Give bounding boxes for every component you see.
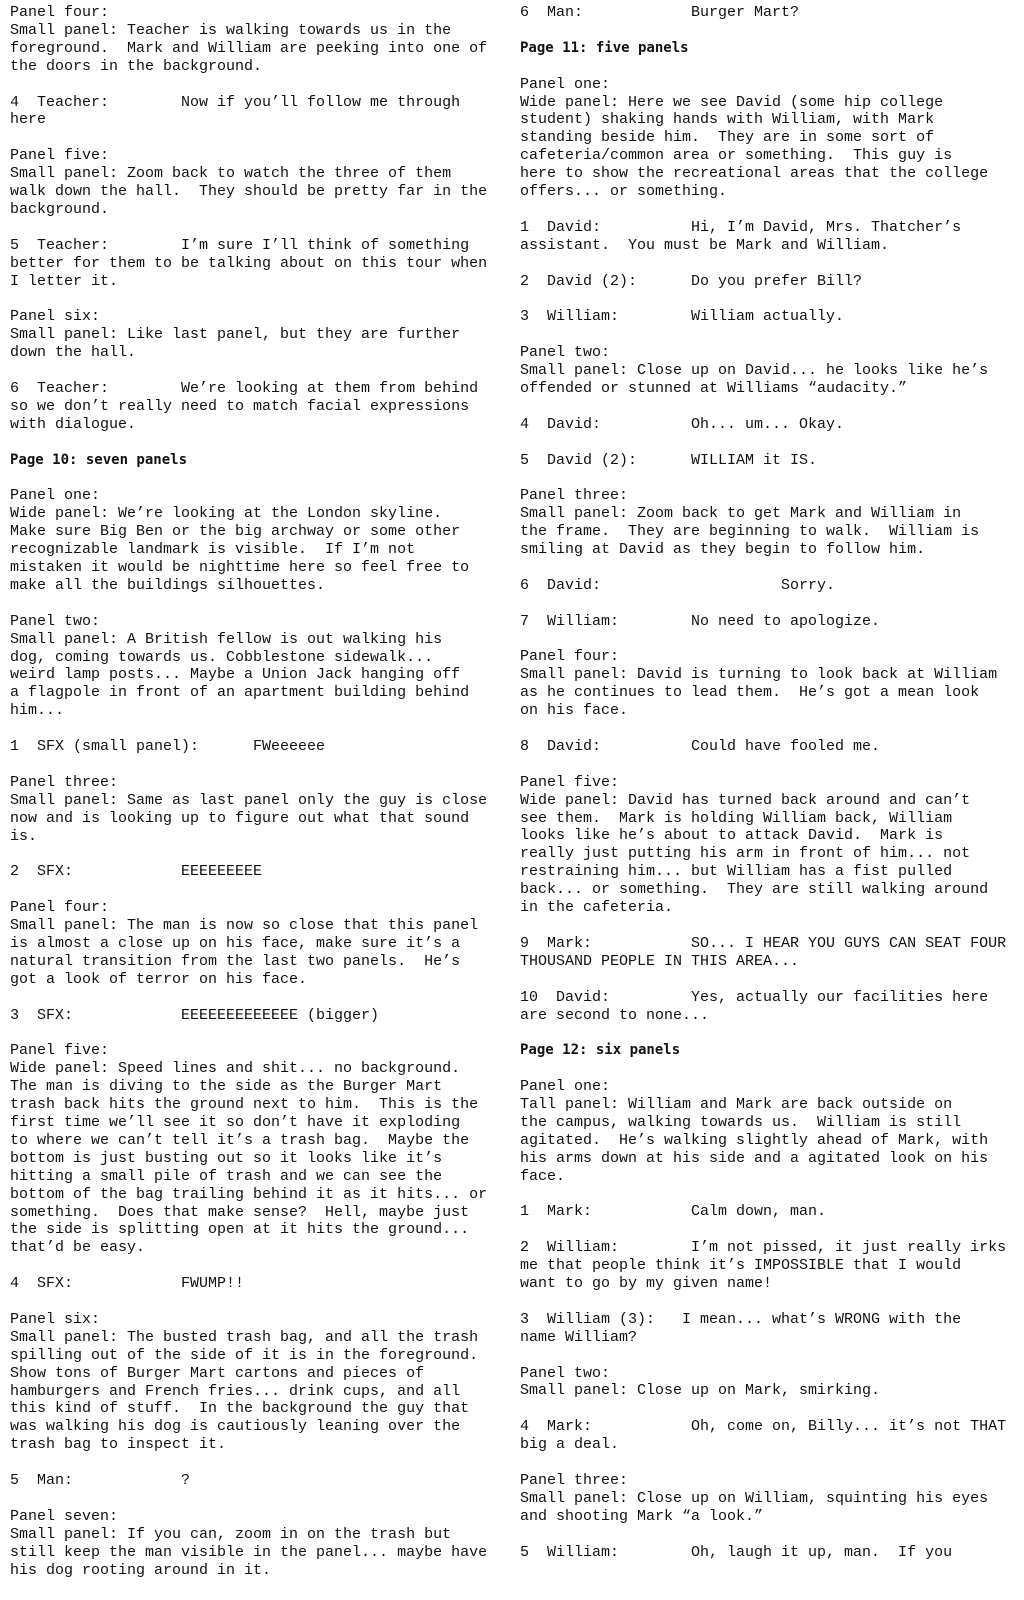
dialogue-line <box>520 4 1020 22</box>
text-line: 4 Mark: Oh, come on, Billy... it’s not THAT <box>520 1418 1007 1436</box>
panel-label: Panel one: <box>10 487 101 505</box>
text-line: hamburgers and French fries... drink cups, and all <box>10 1382 461 1400</box>
blank-line <box>10 845 495 863</box>
text-line: Small panel: Like last panel, but they are further <box>10 326 461 344</box>
text-line: here <box>10 111 47 129</box>
dialogue-line <box>520 1544 1020 1562</box>
panel-label: Panel three: <box>520 487 629 505</box>
text-line: spilling out of the side of it is in the foreground. <box>10 1346 479 1364</box>
panel-description <box>520 792 1020 917</box>
panel-description <box>10 165 495 219</box>
panel-description <box>10 326 495 362</box>
text-line: 6 David: Sorry. <box>520 576 836 594</box>
panel-description <box>10 22 495 76</box>
text-line: 2 David (2): Do you prefer Bill? <box>520 272 863 290</box>
text-line: 5 Man: ? <box>10 1472 191 1490</box>
blank-line <box>10 219 495 237</box>
blank-line <box>10 434 495 452</box>
text-line: bottom is just busting out so it looks like it’s <box>10 1149 443 1167</box>
dialogue-line <box>520 577 1020 595</box>
text-line: bottom of the bag trailing behind it as it hits... or <box>10 1185 488 1203</box>
blank-line <box>520 1400 1020 1418</box>
panel-description <box>10 1329 495 1454</box>
text-line: 2 William: I’m not pissed, it just really irks <box>520 1239 1007 1257</box>
left-column <box>10 4 495 1579</box>
text-line: big a deal. <box>520 1436 620 1454</box>
panel-description <box>520 1382 1020 1400</box>
text-line: first time we’ll see it so don’t have it exploding <box>10 1113 461 1131</box>
text-line: Small panel: A British fellow is out walking his <box>10 630 443 648</box>
blank-line <box>10 1257 495 1275</box>
text-line: smiling at David as they begin to follow him. <box>520 541 926 559</box>
dialogue-line <box>10 94 495 130</box>
text-line: that’d be easy. <box>10 1239 146 1257</box>
text-line: 7 William: No need to apologize. <box>520 612 881 630</box>
panel-label: Panel one: <box>520 1078 611 1096</box>
blank-line <box>10 1293 495 1311</box>
blank-line <box>10 1490 495 1508</box>
text-line: so we don’t really need to match facial expressions <box>10 397 470 415</box>
dialogue-line <box>520 273 1020 291</box>
text-line: as he continues to lead them. He’s got a mean look <box>520 684 980 702</box>
text-line: Show tons of Burger Mart cartons and pieces of <box>10 1364 425 1382</box>
panel-label: Panel four: <box>10 4 110 21</box>
panel-description <box>10 1060 495 1257</box>
text-line: offended or stunned at Williams “audacity.” <box>520 379 908 397</box>
blank-line <box>520 595 1020 613</box>
text-line: really just putting his arm in front of him... not <box>520 845 971 863</box>
text-line: Wide panel: Speed lines and shit... no background. <box>10 1060 461 1078</box>
blank-line <box>520 1186 1020 1204</box>
text-line: Small panel: Zoom back to watch the three of them <box>10 165 452 183</box>
dialogue-line <box>520 1418 1020 1454</box>
blank-line <box>520 971 1020 989</box>
text-line: 4 SFX: FWUMP!! <box>10 1275 245 1293</box>
dialogue-line <box>10 237 495 291</box>
panel-label: Panel one: <box>520 75 611 93</box>
text-line: Small panel: Close up on William, squinting his eyes <box>520 1489 989 1507</box>
text-line: Make sure Big Ben or the big archway or some other <box>10 523 461 541</box>
text-line: face. <box>520 1167 566 1185</box>
dialogue-line <box>520 452 1020 470</box>
text-line: assistant. You must be Mark and William. <box>520 236 890 254</box>
text-line: student) shaking hands with William, with Mark <box>520 111 935 129</box>
blank-line <box>520 756 1020 774</box>
page-heading: Page 12: six panels <box>520 1042 681 1059</box>
text-line: natural transition from the last two panels. He’s <box>10 952 461 970</box>
panel-label: Panel five: <box>10 1042 110 1060</box>
text-line: something. Does that make sense? Hell, maybe just <box>10 1203 470 1221</box>
text-line: his arms down at his side and a agitated look on his <box>520 1149 989 1167</box>
text-line: is. <box>10 827 38 845</box>
text-line: I letter it. <box>10 272 119 290</box>
panel-label: Panel six: <box>10 308 101 326</box>
text-line: looks like he’s about to attack David. Mark is <box>520 827 944 845</box>
text-line: Small panel: David is turning to look back at William <box>520 666 998 684</box>
text-line: 5 David (2): WILLIAM it IS. <box>520 451 818 469</box>
panel-description <box>10 917 495 989</box>
text-line: 6 Teacher: We’re looking at them from behind <box>10 379 479 397</box>
text-line: Tall panel: William and Mark are back outside on <box>520 1096 953 1113</box>
right-column <box>520 4 1020 1561</box>
text-line: on his face. <box>520 702 629 720</box>
blank-line <box>10 989 495 1007</box>
text-line: Small panel: If you can, zoom in on the trash but <box>10 1525 452 1543</box>
blank-line <box>10 720 495 738</box>
panel-label: Panel three: <box>10 773 119 791</box>
panel-description <box>520 505 1020 559</box>
text-line: The man is diving to the side as the Burger Mart <box>10 1078 443 1096</box>
text-line: trash bag to inspect it. <box>10 1436 227 1454</box>
panel-label: Panel two: <box>520 1364 611 1382</box>
text-line: the frame. They are beginning to walk. William is <box>520 523 980 541</box>
text-line: THOUSAND PEOPLE IN THIS AREA... <box>520 952 800 970</box>
text-line: back... or something. They are still walking around <box>520 881 989 899</box>
dialogue-line <box>10 1275 495 1293</box>
text-line: now and is looking up to figure out what that sound <box>10 809 470 827</box>
text-line: to where we can’t tell it’s a trash bag. Maybe the <box>10 1131 470 1149</box>
blank-line <box>520 398 1020 416</box>
text-line: Wide panel: David has turned back around and can’t <box>520 791 971 809</box>
text-line: 5 William: Oh, laugh it up, man. If you <box>520 1543 953 1561</box>
text-line: recognizable landmark is visible. If I’m not <box>10 541 416 559</box>
text-line: walk down the hall. They should be pretty far in the <box>10 183 488 201</box>
text-line: me that people think it’s IMPOSSIBLE that I would <box>520 1257 962 1275</box>
text-line: the campus, walking towards us. William is still <box>520 1113 962 1131</box>
text-line: a flagpole in front of an apartment building behind <box>10 684 470 702</box>
blank-line <box>520 1024 1020 1042</box>
text-line: foreground. Mark and William are peeking into one of <box>10 39 488 57</box>
panel-label: Panel five: <box>10 147 110 165</box>
dialogue-line <box>520 935 1020 971</box>
blank-line <box>10 1454 495 1472</box>
text-line: him... <box>10 702 65 720</box>
blank-line <box>520 58 1020 76</box>
panel-label: Panel four: <box>520 648 620 666</box>
blank-line <box>520 469 1020 487</box>
text-line: trash back hits the ground next to him. This is the <box>10 1096 479 1114</box>
text-line: make all the buildings silhouettes. <box>10 576 326 594</box>
panel-label: Panel six: <box>10 1310 101 1328</box>
dialogue-line <box>10 1007 495 1025</box>
text-line: 8 David: Could have fooled me. <box>520 737 881 755</box>
panel-label: Panel three: <box>520 1471 629 1489</box>
text-line: got a look of terror on his face. <box>10 970 308 988</box>
text-line: 1 Mark: Calm down, man. <box>520 1203 827 1221</box>
text-line: Small panel: Teacher is walking towards us in the <box>10 21 452 39</box>
blank-line <box>10 1024 495 1042</box>
blank-line <box>520 1526 1020 1544</box>
text-line: want to go by my given name! <box>520 1275 773 1293</box>
text-line: offers... or something. <box>520 183 728 201</box>
text-line: 3 SFX: EEEEEEEEEEEEE (bigger) <box>10 1006 380 1024</box>
dialogue-line <box>520 219 1020 255</box>
page-heading: Page 10: seven panels <box>10 451 188 468</box>
text-line: weird lamp posts... Maybe a Union Jack hanging off <box>10 666 461 684</box>
text-line: restraining him... but William has a fist pulled <box>520 863 953 881</box>
panel-description <box>10 792 495 846</box>
text-line: this kind of stuff. In the background the guy that <box>10 1400 470 1418</box>
text-line: 1 David: Hi, I’m David, Mrs. Thatcher’s <box>520 218 962 236</box>
dialogue-line <box>520 1203 1020 1221</box>
dialogue-line <box>520 1239 1020 1293</box>
text-line: 4 Teacher: Now if you’ll follow me through <box>10 93 461 111</box>
blank-line <box>520 559 1020 577</box>
text-line: was walking his dog is cautiously leaning over the <box>10 1418 461 1436</box>
text-line: hitting a small pile of trash and we can see the <box>10 1167 443 1185</box>
blank-line <box>10 290 495 308</box>
blank-line <box>520 917 1020 935</box>
text-line: his dog rooting around in it. <box>10 1561 272 1579</box>
panel-description <box>10 631 495 721</box>
text-line: 3 William: William actually. <box>520 308 845 326</box>
panel-label: Panel five: <box>520 773 620 791</box>
text-line: 5 Teacher: I’m sure I’ll think of something <box>10 236 470 254</box>
text-line: here to show the recreational areas that the college <box>520 165 989 183</box>
text-line: 10 David: Yes, actually our facilities here <box>520 988 989 1006</box>
text-line: see them. Mark is holding William back, William <box>520 809 953 827</box>
text-line: are second to none... <box>520 1006 710 1024</box>
panel-description <box>520 94 1020 201</box>
text-line: Small panel: Zoom back to get Mark and William in <box>520 505 962 523</box>
text-line: 9 Mark: SO... I HEAR YOU GUYS CAN SEAT FOUR <box>520 934 1007 952</box>
text-line: Wide panel: We’re looking at the London skyline. <box>10 505 443 523</box>
blank-line <box>520 1454 1020 1472</box>
text-line: and shooting Mark “a look.” <box>520 1507 764 1525</box>
panel-description <box>10 505 495 595</box>
text-line: 4 David: Oh... um... Okay. <box>520 415 845 433</box>
text-line: the side is splitting open at it hits the ground... <box>10 1221 470 1239</box>
text-line: Small panel: The man is now so close that this panel <box>10 917 479 935</box>
panel-description <box>520 362 1020 398</box>
text-line: cafeteria/common area or something. This guy is <box>520 147 953 165</box>
text-line: 1 SFX (small panel): FWeeeeee <box>10 738 326 756</box>
text-line: name William? <box>520 1328 638 1346</box>
blank-line <box>520 22 1020 40</box>
blank-line <box>520 1221 1020 1239</box>
panel-label: Panel two: <box>520 344 611 362</box>
text-line: 6 Man: Burger Mart? <box>520 4 800 21</box>
dialogue-line <box>10 380 495 434</box>
blank-line <box>10 76 495 94</box>
text-line: Wide panel: Here we see David (some hip college <box>520 93 944 111</box>
panel-description <box>10 1526 495 1580</box>
panel-label: Panel seven: <box>10 1507 119 1525</box>
text-line: 2 SFX: EEEEEEEEE <box>10 863 263 881</box>
blank-line <box>10 595 495 613</box>
dialogue-line <box>10 863 495 881</box>
panel-description <box>520 1096 1020 1186</box>
text-line: Small panel: Same as last panel only the guy is close <box>10 791 488 809</box>
text-line: Small panel: Close up on David... he looks like he’s <box>520 362 989 380</box>
text-line: Small panel: Close up on Mark, smirking. <box>520 1382 881 1400</box>
dialogue-line <box>520 1311 1020 1347</box>
blank-line <box>520 720 1020 738</box>
panel-label: Panel four: <box>10 899 110 917</box>
blank-line <box>520 631 1020 649</box>
dialogue-line <box>10 738 495 756</box>
blank-line <box>520 255 1020 273</box>
blank-line <box>10 469 495 487</box>
dialogue-line <box>520 613 1020 631</box>
panel-label: Panel two: <box>10 612 101 630</box>
text-line: standing beside him. They are in some sort of <box>520 129 935 147</box>
text-line: is almost a close up on his face, make sure it’s a <box>10 934 461 952</box>
text-line: better for them to be talking about on this tour when <box>10 254 488 272</box>
text-line: in the cafeteria. <box>520 899 674 917</box>
blank-line <box>520 1347 1020 1365</box>
text-line: agitated. He’s walking slightly ahead of Mark, with <box>520 1131 989 1149</box>
dialogue-line <box>520 416 1020 434</box>
blank-line <box>520 1293 1020 1311</box>
text-line: dog, coming towards us. Cobblestone sidewalk... <box>10 648 434 666</box>
dialogue-line <box>520 308 1020 326</box>
page-heading: Page 11: five panels <box>520 39 689 56</box>
panel-description <box>520 1490 1020 1526</box>
blank-line <box>520 1060 1020 1078</box>
text-line: background. <box>10 200 110 218</box>
blank-line <box>520 201 1020 219</box>
text-line: Small panel: The busted trash bag, and all the trash <box>10 1328 479 1346</box>
dialogue-line <box>10 1472 495 1490</box>
dialogue-line <box>520 738 1020 756</box>
blank-line <box>10 881 495 899</box>
blank-line <box>10 362 495 380</box>
text-line: down the hall. <box>10 344 137 362</box>
text-line: with dialogue. <box>10 415 137 433</box>
blank-line <box>10 756 495 774</box>
text-line: mistaken it would be nighttime here so feel free to <box>10 558 470 576</box>
text-line: 3 William (3): I mean... what’s WRONG with the <box>520 1310 962 1328</box>
blank-line <box>520 290 1020 308</box>
text-line: the doors in the background. <box>10 57 263 75</box>
blank-line <box>520 434 1020 452</box>
dialogue-line <box>520 989 1020 1025</box>
blank-line <box>520 326 1020 344</box>
panel-description <box>520 666 1020 720</box>
text-line: still keep the man visible in the panel... maybe have <box>10 1543 488 1561</box>
blank-line <box>10 129 495 147</box>
